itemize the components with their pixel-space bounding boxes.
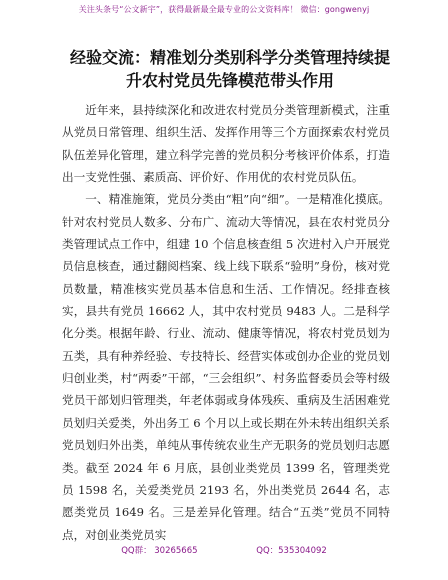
contact-footer [0, 544, 448, 556]
document-body [62, 99, 390, 546]
qq-text: QQ：535304092 [256, 546, 327, 556]
page-title: 经验交流：精准划分类别科学分类管理持续提升农村党员先锋模范带头作用 [70, 48, 391, 90]
paragraph-intro: 近年来，县持续深化和改进农村党员分类管理新模式，注重从党员日常管理、组织生活、发挥作用等三个方面探索农村党员队伍差异化管理，建立科学完善的党员积分考核评价体系，打造出一支党性强、素质高、评价好、作用优的农村党员队伍。 [62, 103, 390, 185]
paragraph-section-one: 一、精准施策，党员分类由“粗”向“细”。一是精准化摸底。针对农村党员人数多、分布广、流动大等情况，县在农村党员分类管理试点工作中，组建 10 个信息核查组 5 次进村入户开展党员信息核查，通过翻阅档案、线上线下联系“验明”身份，核对党员数量，精准核实党员基本信息和生活、工作情况。经排查核实，县共有党员 16662 人，其中农村党员 9483 人。二是科学化分类。根据年龄、行业、流动、健康等情况，将农村党员划为五类，具有种养经验、专技特长、经营实体或创办企业的党员划归创业类，村“两委”干部，“三会组织”、村务监督委员会等村级党员干部划归管理类，年老体弱或身体残疾、重病及生活困难党员划归关爱类，外出务工 6 个月以上或长期在外未转出组织关系党员划归外出类，单纯从事传统农业生产无职务的党员划归志愿类。截至 2024 年 6 月底，县创业类党员 1399 名，管理类党员 1598 名，关爱类党员 2193 名，外出类党员 2644 名，志愿类党员 1649 名。三是差异化管理。结合“五类”党员不同特点，对创业类党员实 [62, 192, 390, 542]
qq-group-text: QQ群： 30265665 [121, 546, 198, 556]
promo-banner: 关注头条号“公文新宇”，获得最新最全最专业的公文资料库！ 微信：gongwenyj [78, 5, 370, 14]
